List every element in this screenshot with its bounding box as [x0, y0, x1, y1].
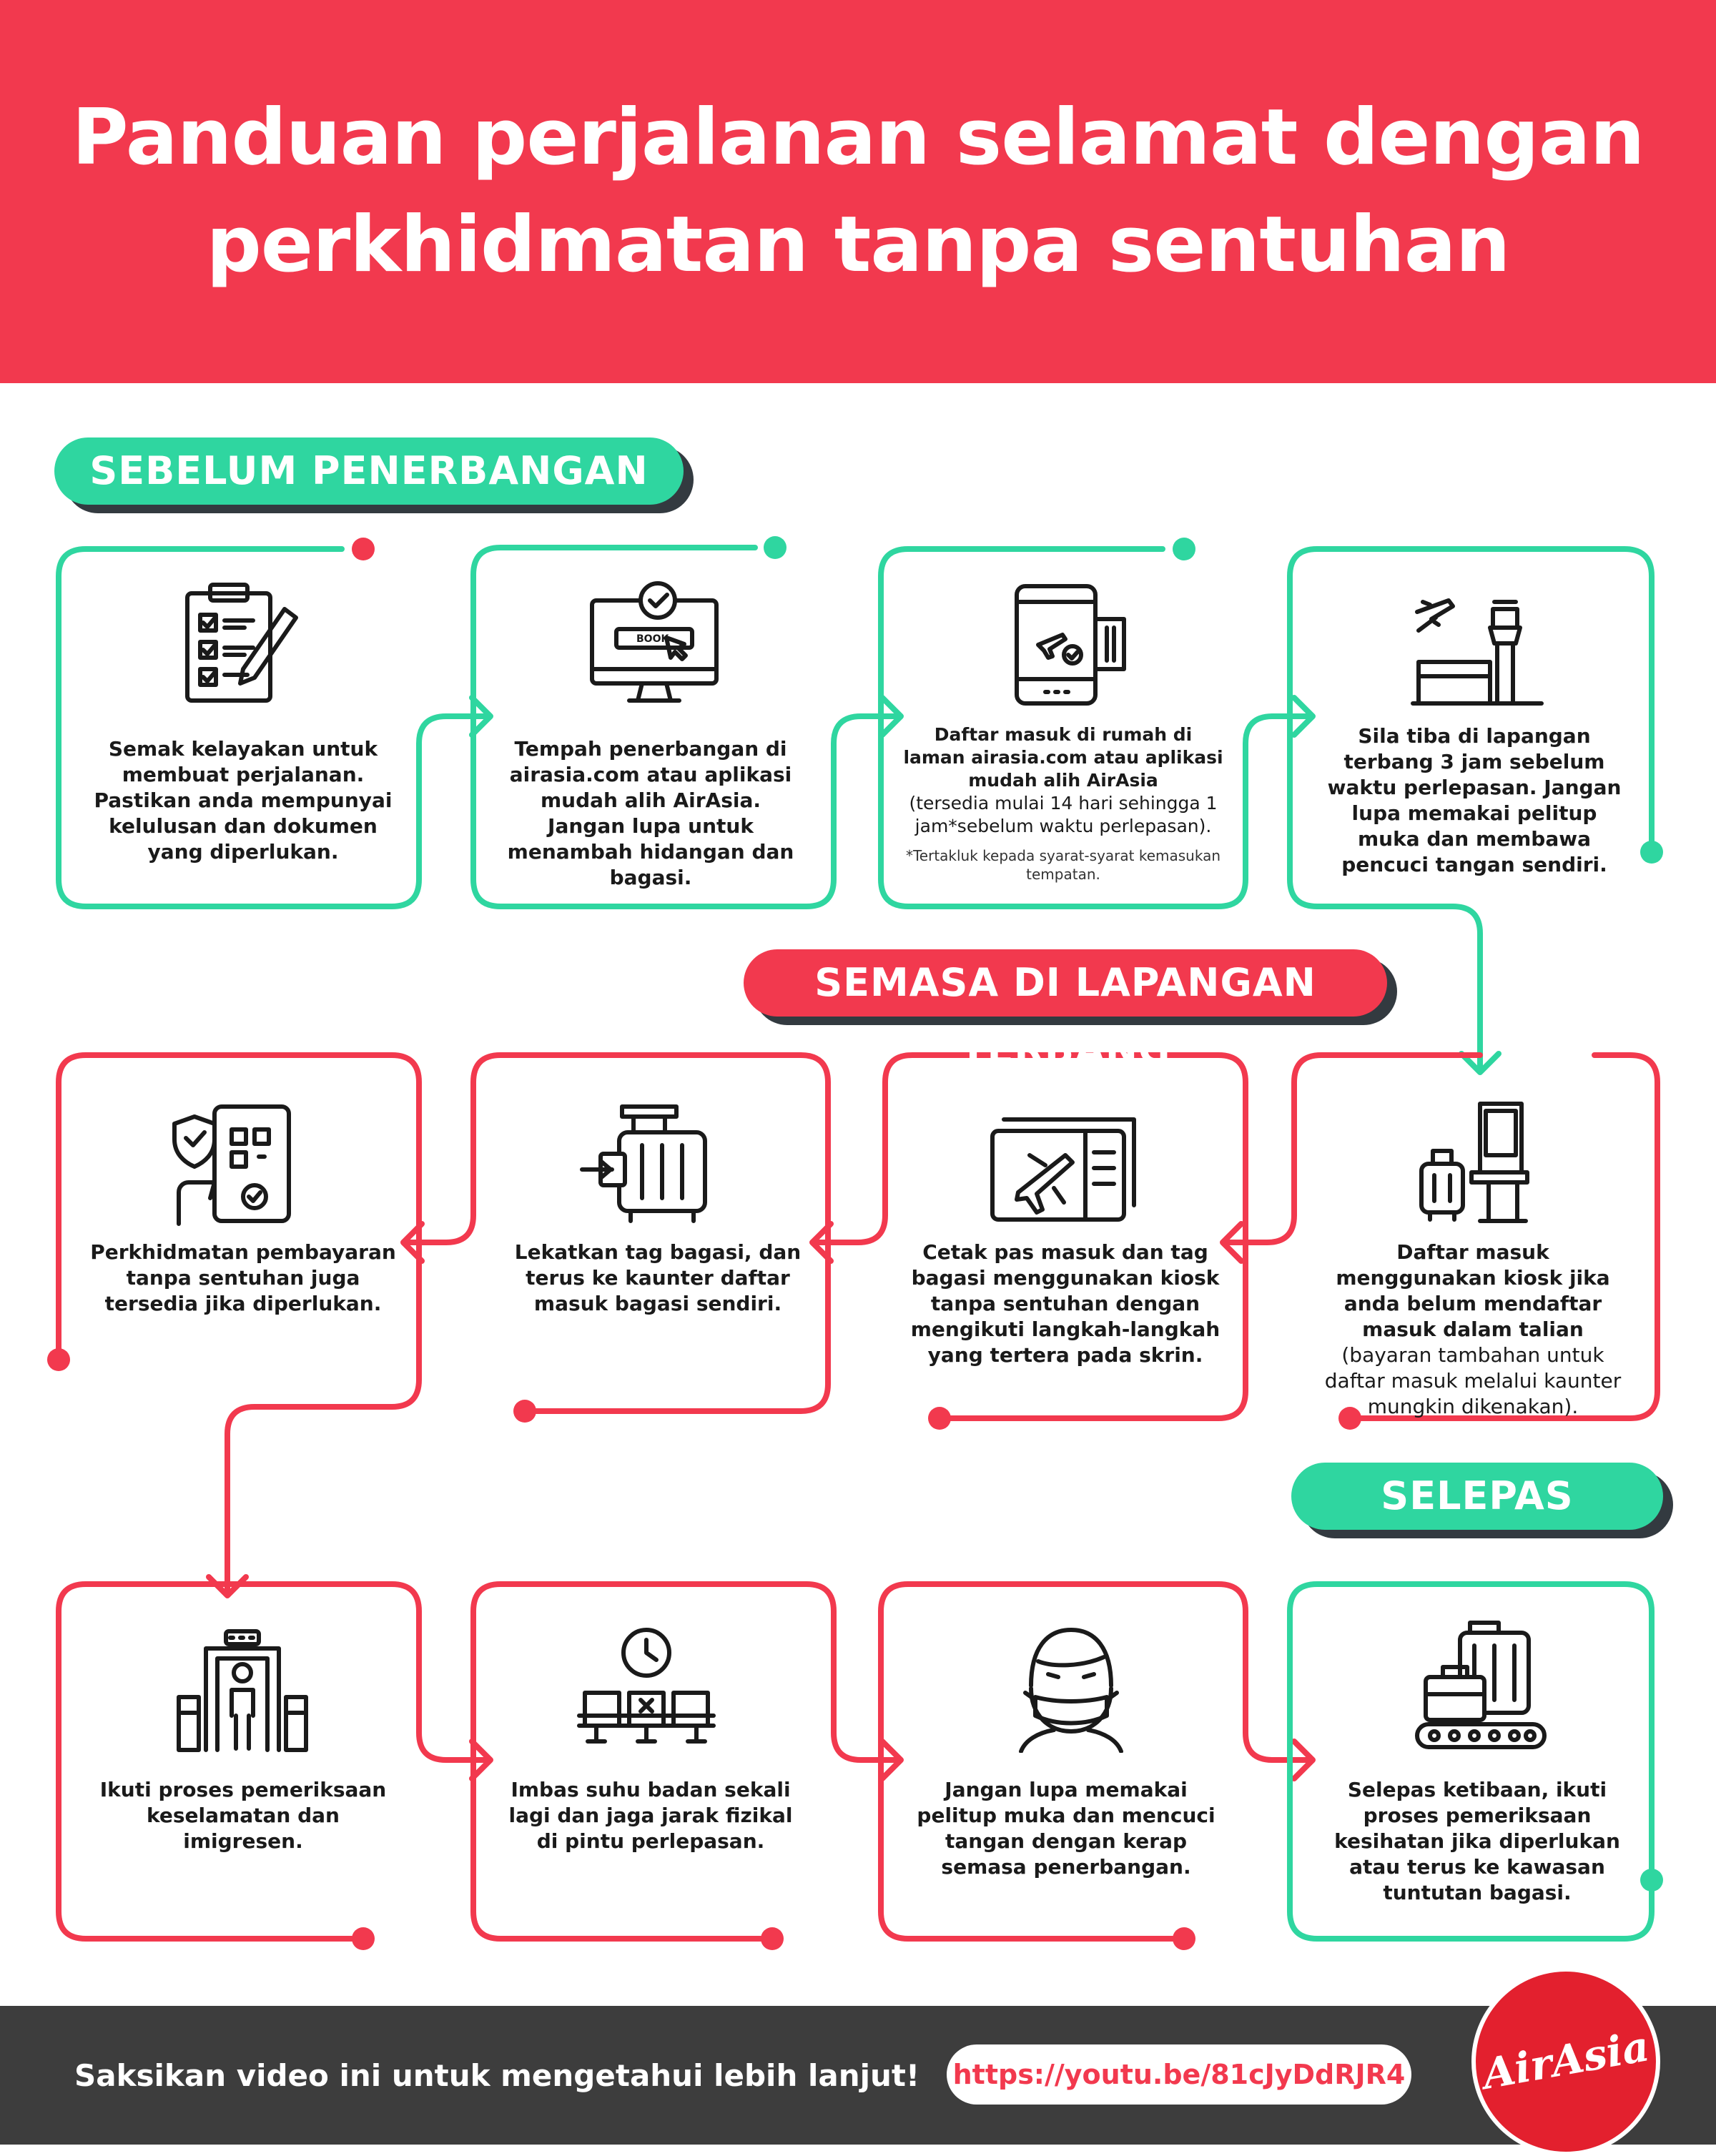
section-label: SEMASA DI LAPANGAN TERBANG [814, 960, 1316, 1072]
distanced-seats-icon [575, 1624, 718, 1753]
contactless-payment-icon [169, 1101, 297, 1230]
boarding-pass-icon [987, 1112, 1144, 1227]
step-1-dot [352, 538, 375, 560]
face-mask-icon [1007, 1624, 1135, 1753]
step-7-text: Lekatkan tag bagasi, dan terus ke kaunter daftar masuk bagasi sendiri. [514, 1240, 802, 1315]
step-5-text: Daftar masuk menggunakan kiosk jika anda belum mendaftar masuk dalam talian (bayaran tambahan untuk daftar masuk melalui kaunter mungkin dikenakan). [1324, 1240, 1622, 1418]
airasia-logo [1471, 1967, 1660, 2156]
checklist-icon [177, 580, 306, 709]
step-4-text: Sila tiba di lapangan terbang 3 jam sebelum waktu perlepasan. Jangan lupa memakai pelitup muka dan membawa pencuci tangan sendiri. [1327, 724, 1622, 876]
footer-cta: Saksikan video ini untuk mengetahui lebih lanjut! [74, 2058, 920, 2093]
security-scanner-icon [174, 1627, 310, 1756]
phone-boarding-pass-icon [1010, 580, 1138, 709]
title-line-2: perkhidmatan tanpa sentuhan [206, 200, 1510, 290]
step-6-dot [928, 1407, 951, 1430]
title-line-1: Panduan perjalanan selamat dengan [72, 93, 1644, 182]
step-11-text: Jangan lupa memakai pelitup muka dan mencuci tangan dengan kerap semasa penerbangan. [917, 1778, 1216, 1879]
step-3-note: *Tertakluk kepada syarat-syarat kemasukan tempatan. [905, 847, 1221, 883]
step-11-dot [1173, 1927, 1195, 1950]
logo-text: AirAsia [1479, 2022, 1653, 2099]
step-2-dot [764, 536, 786, 559]
step-8-text: Perkhidmatan pembayaran tanpa sentuhan juga tersedia jika diperlukan. [90, 1240, 396, 1315]
step-12-dot [1640, 1869, 1663, 1892]
step-12-text: Selepas ketibaan, ikuti proses pemeriksaan kesihatan jika diperlukan atau terus ke kawasan tuntutan bagasi. [1334, 1778, 1620, 1904]
footer-bar [0, 2006, 1716, 2145]
section-label: SEBELUM PENERBANGAN [89, 448, 649, 493]
section-label: SELEPAS KETIBAAN [1365, 1473, 1589, 1586]
step-10-dot [761, 1927, 784, 1950]
step-8-dot [47, 1348, 70, 1371]
step-10-text: Imbas suhu badan sekali lagi dan jaga jarak fizikal di pintu perlepasan. [508, 1778, 793, 1853]
book-label: BOOK [636, 633, 669, 645]
step-2-text: Tempah penerbangan di airasia.com atau aplikasi mudah alih AirAsia. Jangan lupa untuk menambah hidangan dan bagasi. [507, 737, 794, 889]
baggage-claim-icon [1413, 1617, 1549, 1753]
step-9-dot [352, 1927, 375, 1950]
kiosk-luggage-icon [1414, 1098, 1543, 1227]
video-link[interactable]: https://youtu.be/81cJyDdRJR4 [947, 2044, 1411, 2105]
step-4-dot [1640, 841, 1663, 864]
section-after-arrival [1291, 1463, 1663, 1586]
section-before-flight [54, 437, 684, 505]
luggage-tag-icon [576, 1101, 712, 1230]
section-at-airport [744, 949, 1387, 1072]
computer-book-icon [586, 580, 722, 709]
step-3-text: Daftar masuk di rumah di laman airasia.com atau aplikasi mudah alih AirAsia (tersedia mulai 14 hari sehingga 1 jam*sebelum waktu perlepasan). *Tertakluk kepada syarat-syarat kemasukan tempatan. [903, 724, 1223, 883]
step-1-text: Semak kelayakan untuk membuat perjalanan. Pastikan anda mempunyai kelulusan dan dokumen yang diperlukan. [94, 737, 393, 864]
step-3-dot [1173, 538, 1195, 560]
airport-tower-icon [1409, 580, 1544, 709]
step-6-text: Cetak pas masuk dan tag bagasi menggunakan kiosk tanpa sentuhan dengan mengikuti langkah-langkah yang tertera pada skrin. [910, 1240, 1221, 1367]
step-7-dot [513, 1400, 536, 1423]
step-9-text: Ikuti proses pemeriksaan keselamatan dan imigresen. [99, 1778, 387, 1853]
